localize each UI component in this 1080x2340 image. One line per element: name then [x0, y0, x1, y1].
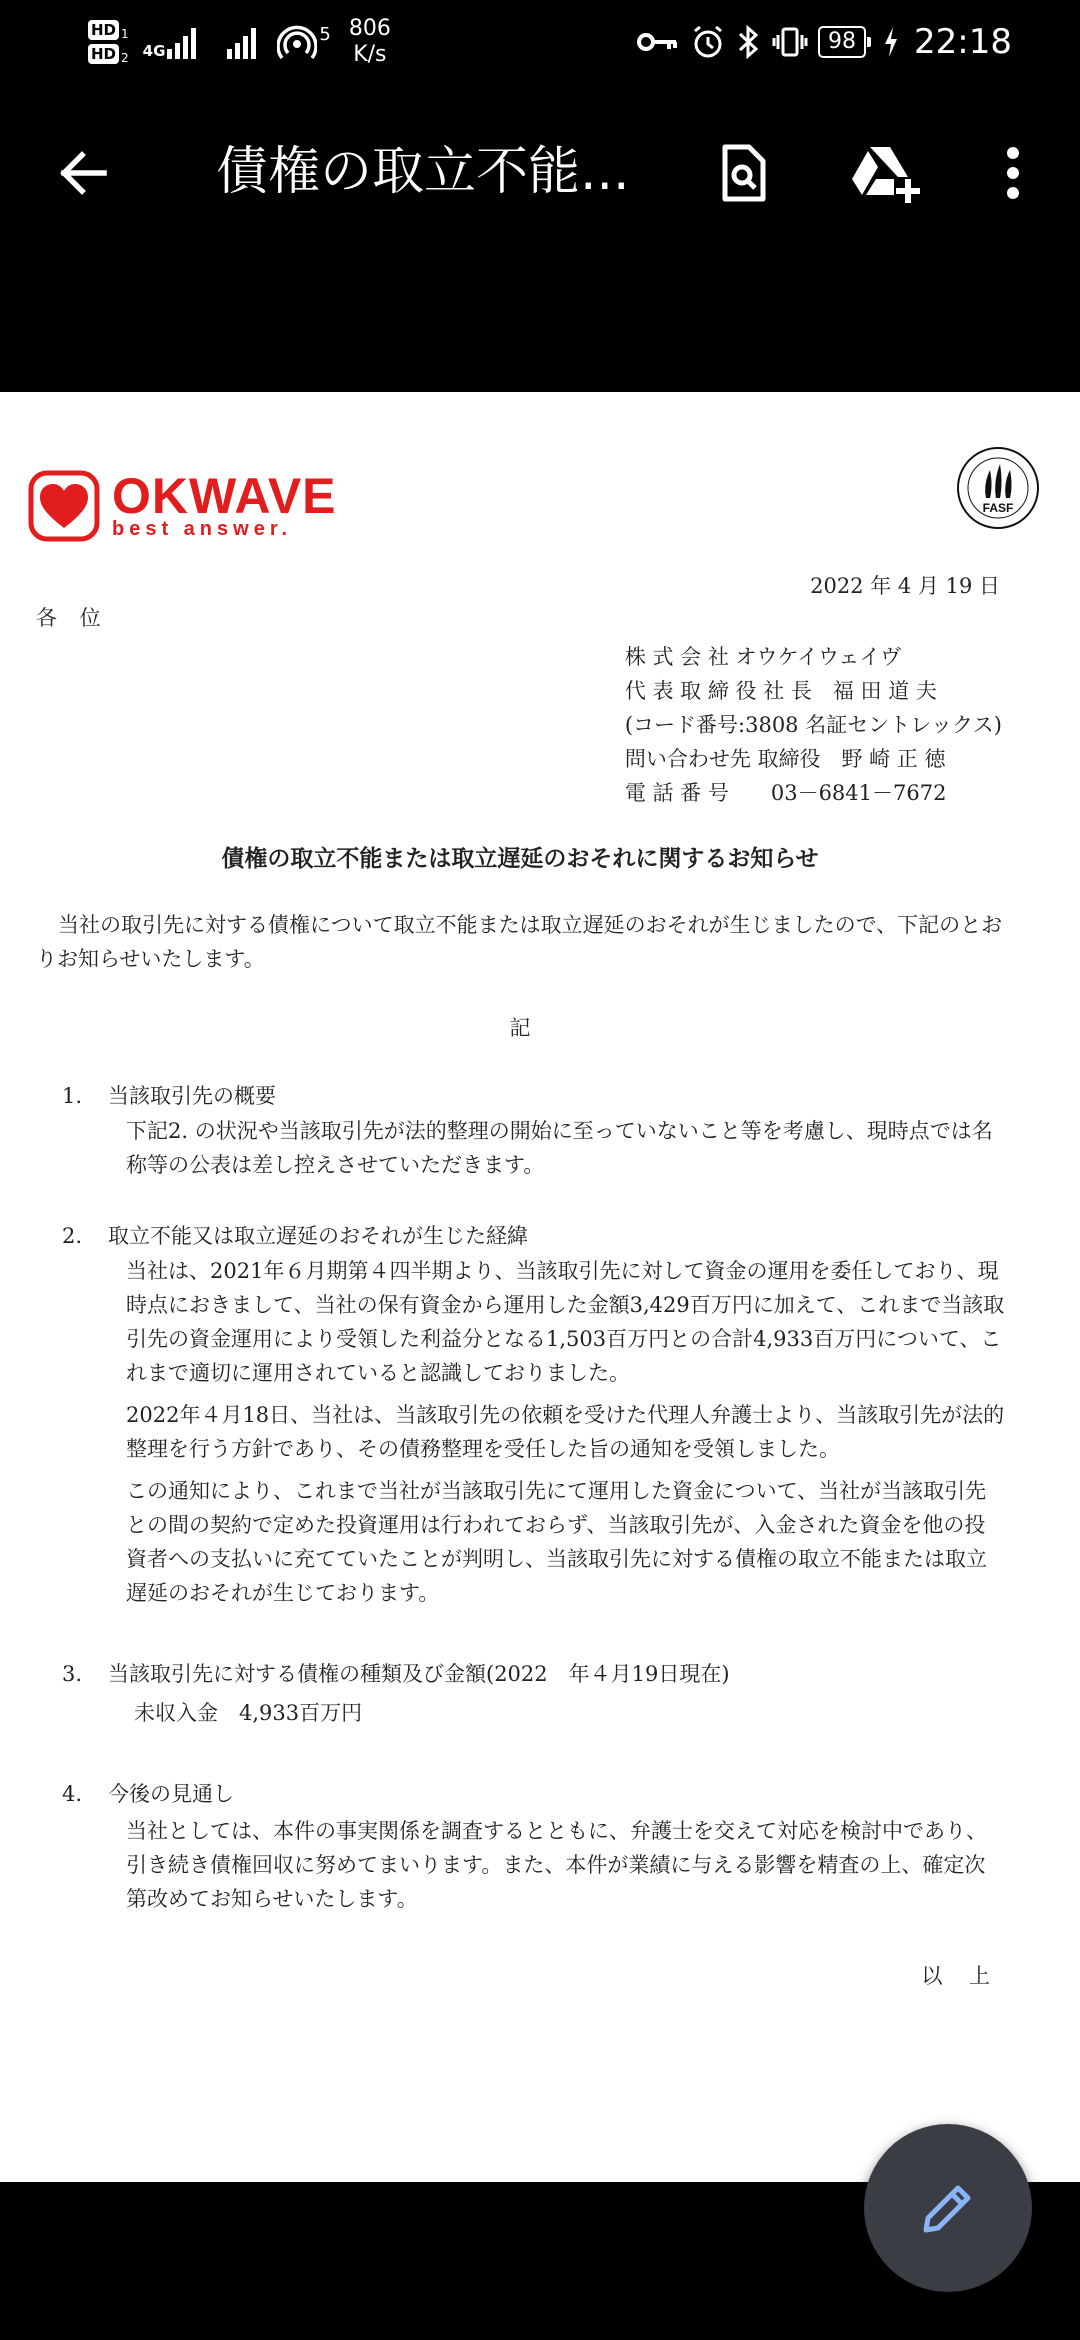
hd2-sub: 2 [121, 51, 129, 65]
announcement-title: 債権の取立不能または取立遅延のおそれに関するお知らせ [221, 845, 819, 872]
status-right [636, 14, 1012, 70]
sender-code: (コード番号:3808 名証セントレックス) [624, 713, 1002, 737]
edit-pencil-icon [918, 2178, 978, 2238]
logo-brand: OKWAVE [112, 468, 337, 524]
logo-text [112, 468, 337, 540]
hd1-badge: HD [88, 20, 119, 40]
net-speed [349, 16, 391, 68]
charging-icon [882, 25, 900, 59]
speed-unit: K/s [353, 42, 387, 67]
clock: 22:18 [914, 22, 1012, 62]
sim2-indicator [88, 44, 129, 64]
section-2-heading [62, 1220, 528, 1250]
seal-label: FASF [982, 501, 1014, 515]
fasf-seal [956, 446, 1040, 530]
document-page[interactable] [0, 392, 1080, 2182]
more-options-button[interactable] [970, 130, 1056, 216]
hd2-badge: HD [88, 44, 119, 64]
app-bar [0, 80, 1080, 250]
drive-add-icon [850, 143, 924, 203]
heart-logo-icon [28, 470, 100, 542]
back-button[interactable] [40, 130, 126, 216]
section-title: 当該取引先の概要 [108, 1084, 276, 1108]
sender-representative: 代 表 取 締 役 社 長 福 田 道 夫 [624, 679, 937, 703]
section-number: 3. [62, 1662, 83, 1686]
section-paragraph: 下記2. の状況や当該取引先が法的整理の開始に至っていないこと等を考慮し、現時点では名称等の公表は差し控えさせていただきます。 [126, 1119, 993, 1177]
sender-company: 株 式 会 社 オウケイウェイヴ [624, 645, 902, 669]
addressee: 各 位 [36, 606, 109, 630]
section-title: 当該取引先に対する債権の種類及び金額(2022 年４月19日現在) [108, 1662, 730, 1686]
status-bar [0, 0, 1080, 80]
document-title: 債権の取立不能... [216, 142, 630, 202]
edit-fab-button[interactable] [864, 2124, 1032, 2292]
hotspot-count: 5 [319, 24, 331, 45]
section-paragraph: 当社は、2021年６月期第４四半期より、当該取引先に対して資金の運用を委任しており、現時点におきまして、当社の保有資金から運用した金額3,429百万円に加えて、これまで当該取引先の資金運用により受領した利益分となる1,503百万円との合計4,933百万円について、これまで適切に運用されていると認識しておりました。 [126, 1259, 1005, 1385]
more-vert-icon [1003, 147, 1023, 199]
alarm-icon [690, 24, 726, 60]
okwave-logo [28, 470, 337, 542]
section-4-heading [62, 1778, 234, 1808]
sim1-indicator [88, 20, 129, 40]
section-3-body [134, 1696, 1014, 1738]
section-title: 取立不能又は取立遅延のおそれが生じた経緯 [108, 1224, 528, 1248]
section-paragraph: 当社としては、本件の事実関係を調査するとともに、弁護士を交えて対応を検討中であり、引き続き債権回収に努めてまいります。また、本件が業績に与える影響を精査の上、確定次第改めてお知らせいたします。 [126, 1819, 987, 1911]
status-left [88, 12, 391, 72]
hotspot [277, 24, 330, 60]
network-type: 4G [142, 42, 166, 60]
section-paragraph: この通知により、これまで当社が当該取引先にて運用した資金について、当社が当該取引先との間の契約で定めた投資運用は行われておらず、当該取引先が、入金された資金を他の投資者への支払いに充てていたことが判明し、当該取引先に対する債権の取立不能または取立遅延のおそれが生じております。 [126, 1479, 987, 1605]
fasf-seal-icon [956, 446, 1040, 530]
intro-paragraph: 当社の取引先に対する債権について取立不能または取立遅延のおそれが生じましたので、下記のとおりお知らせいたします。 [36, 913, 1003, 971]
section-paragraph: 未収入金 4,933百万円 [134, 1701, 363, 1725]
section-4-body [126, 1814, 1006, 1924]
search-document-icon [717, 143, 769, 203]
section-2-body [126, 1254, 1006, 1618]
hotspot-icon [277, 24, 317, 60]
signal-bars-sim2-icon [227, 25, 263, 59]
vibrate-icon [772, 24, 808, 60]
add-to-drive-button[interactable] [844, 130, 930, 216]
document-date: 2022 年 4 月 19 日 [810, 574, 1000, 598]
closing-mark: 以 上 [921, 1964, 1000, 1988]
logo-tagline: best answer. [112, 518, 293, 540]
section-title: 今後の見通し [108, 1782, 234, 1806]
sender-phone: 電 話 番 号 03－6841－7672 [624, 781, 947, 805]
section-number: 1. [62, 1084, 83, 1108]
battery-indicator: 98 [818, 26, 866, 58]
speed-value: 806 [348, 16, 391, 41]
key-icon [636, 27, 680, 57]
section-1-heading [62, 1080, 276, 1110]
ki-heading: 記 [509, 1016, 531, 1040]
sender-block [625, 640, 1002, 810]
section-paragraph: 2022年４月18日、当社は、当該取引先の依頼を受けた代理人弁護士より、当該取引先が法的整理を行う方針であり、その債務整理を受任した旨の通知を受領しました。 [126, 1403, 1005, 1461]
section-1-body [126, 1114, 1006, 1190]
section-number: 2. [62, 1224, 83, 1248]
hd1-sub: 1 [121, 27, 129, 41]
section-number: 4. [62, 1782, 83, 1806]
section-3-heading [62, 1658, 730, 1688]
search-document-button[interactable] [700, 130, 786, 216]
back-arrow-icon [56, 146, 110, 200]
signal-sim1 [143, 25, 204, 59]
signal-bars-icon [167, 25, 203, 59]
sender-contact: 問い合わせ先 取締役 野 崎 正 徳 [624, 747, 946, 771]
bluetooth-icon [736, 24, 762, 60]
sim-indicators [88, 20, 129, 64]
